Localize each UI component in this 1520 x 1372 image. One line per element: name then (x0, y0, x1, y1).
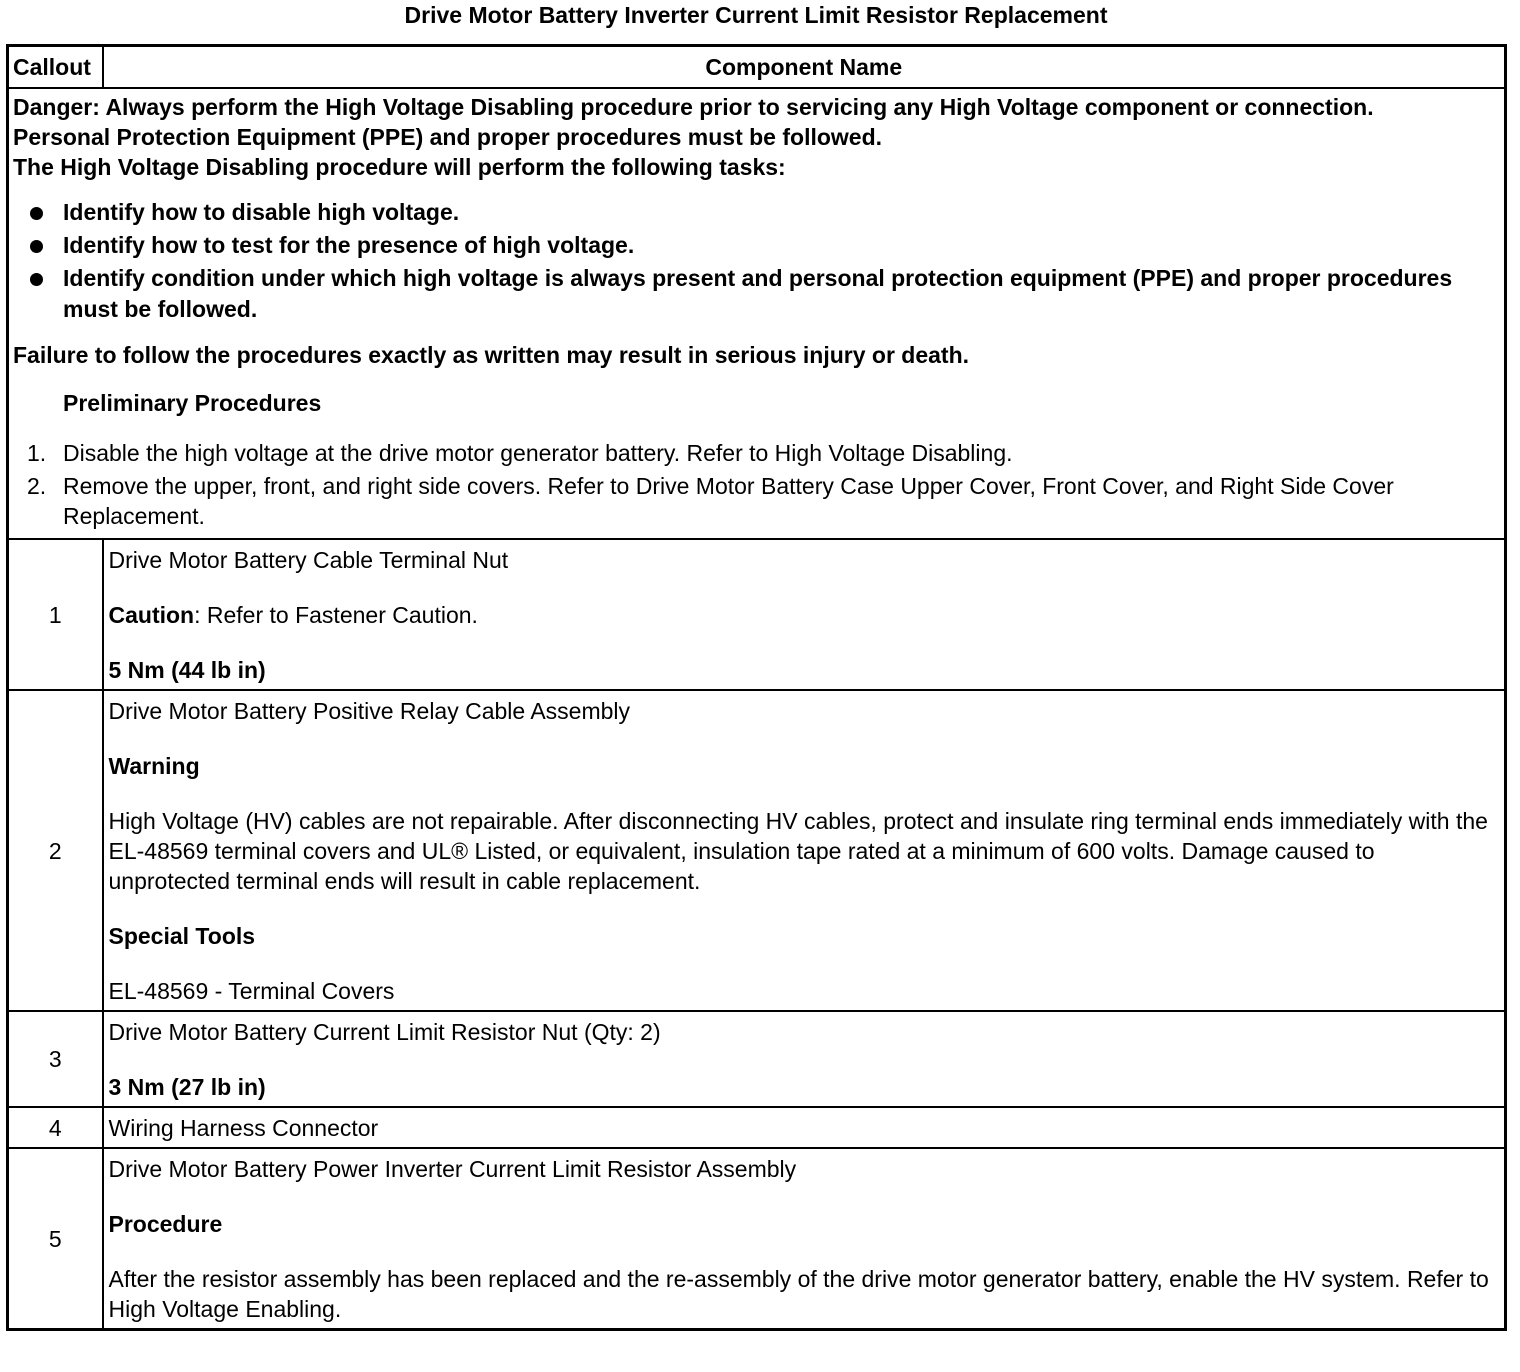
list-item: 2. Remove the upper, front, and right side covers. Refer to Drive Motor Battery Case Upper Cover, Front Cover, and Right Side Cover Replacement. (27, 473, 1394, 529)
warning-heading: Warning (108, 753, 200, 779)
component-table (6, 44, 1507, 1331)
notice-row (8, 88, 1506, 539)
list-item: Identify how to test for the presence of high voltage. (13, 230, 1500, 261)
component-name: Drive Motor Battery Current Limit Resistor Nut (Qty: 2) (108, 1019, 661, 1045)
component-name: Wiring Harness Connector (108, 1115, 379, 1141)
preliminary-procedures-heading: Preliminary Procedures (63, 390, 322, 416)
component-name: Drive Motor Battery Cable Terminal Nut (108, 547, 509, 573)
component-description (103, 539, 1506, 690)
torque-spec: 5 Nm (44 lb in) (108, 657, 266, 683)
list-item: Identify how to disable high voltage. (13, 197, 1500, 228)
danger-line: Danger: Always perform the High Voltage Disabling procedure prior to servicing any High Voltage component or connection. (13, 94, 1374, 120)
preliminary-steps-list (13, 438, 1500, 531)
procedure-heading: Procedure (108, 1211, 223, 1237)
bullet-icon (30, 273, 43, 286)
bullet-icon (30, 207, 43, 220)
caution-note: Caution: Refer to Fastener Caution. (108, 602, 478, 628)
table-row (8, 1011, 1506, 1107)
special-tools-heading: Special Tools (108, 923, 256, 949)
callout-number: 3 (8, 1011, 103, 1107)
table-row (8, 539, 1506, 690)
special-tools-text: EL-48569 - Terminal Covers (108, 978, 395, 1004)
component-name: Drive Motor Battery Positive Relay Cable Assembly (108, 698, 631, 724)
bullet-icon (30, 240, 43, 253)
component-description (103, 1011, 1506, 1107)
table-row (8, 1107, 1506, 1148)
table-header-row (8, 46, 1506, 89)
warning-text: High Voltage (HV) cables are not repairable. After disconnecting HV cables, protect and insulate ring terminal ends immediately with the EL-48569 terminal covers and UL® Listed, or equivalent, insulation tape rated at a minimum of 600 volts. Damage caused to unprotected terminal ends will result in cable replacement. (108, 808, 1488, 894)
page-title: Drive Motor Battery Inverter Current Limit Resistor Replacement (404, 2, 1108, 28)
callout-number: 4 (8, 1107, 103, 1148)
list-item: Identify condition under which high voltage is always present and personal protection equipment (PPE) and proper procedures must be followed. (13, 263, 1500, 325)
failure-warning: Failure to follow the procedures exactly as written may result in serious injury or death. (13, 342, 970, 368)
tasks-intro-line: The High Voltage Disabling procedure will perform the following tasks: (13, 154, 786, 180)
component-description (103, 1107, 1506, 1148)
table-row (8, 690, 1506, 1011)
danger-notice (8, 88, 1506, 539)
list-item: 1. Disable the high voltage at the drive motor generator battery. Refer to High Voltage Disabling. (27, 440, 1013, 466)
component-name: Drive Motor Battery Power Inverter Current Limit Resistor Assembly (108, 1156, 797, 1182)
callout-column-header: Callout (8, 46, 103, 89)
component-name-column-header: Component Name (103, 46, 1506, 89)
task-bullet-list (13, 197, 1500, 325)
callout-number: 1 (8, 539, 103, 690)
callout-number: 5 (8, 1148, 103, 1330)
table-row (8, 1148, 1506, 1330)
component-description (103, 1148, 1506, 1330)
callout-number: 2 (8, 690, 103, 1011)
ppe-line: Personal Protection Equipment (PPE) and proper procedures must be followed. (13, 124, 883, 150)
procedure-text: After the resistor assembly has been replaced and the re-assembly of the drive motor generator battery, enable the HV system. Refer to High Voltage Enabling. (108, 1266, 1489, 1322)
torque-spec: 3 Nm (27 lb in) (108, 1074, 266, 1100)
component-description (103, 690, 1506, 1011)
